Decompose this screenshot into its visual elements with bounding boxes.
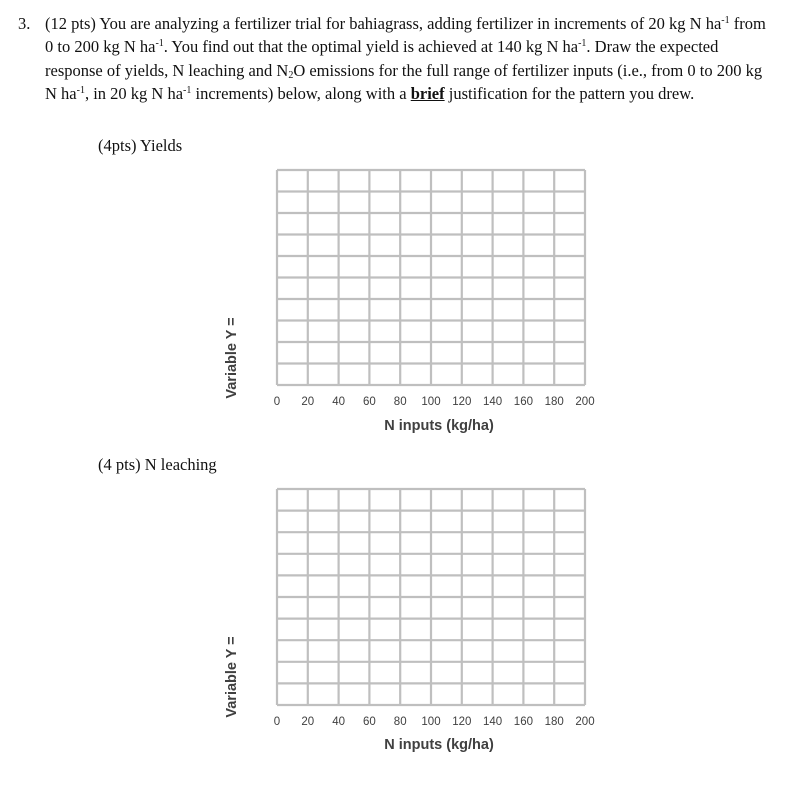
x-tick-label: 60 <box>363 716 376 728</box>
x-tick-label: 140 <box>483 716 503 728</box>
question-text-part: from 0 to 200 kg N ha <box>45 14 766 57</box>
x-tick-label: 180 <box>544 396 564 408</box>
x-tick-label: 80 <box>393 396 407 408</box>
x-tick-label: 200 <box>575 716 595 728</box>
x-tick-label: 20 <box>301 396 315 408</box>
section-label-yields: (4pts) Yields <box>98 136 183 155</box>
chart-2 <box>224 489 595 753</box>
question-text-part: You are analyzing a fertilizer trial for bahiagrass, adding fertilizer in increments of 20 kg N ha <box>99 14 722 33</box>
superscript: -1 <box>183 84 192 96</box>
y-axis-title: Variable Y = <box>224 317 240 399</box>
x-axis-title: N inputs (kg/ha) <box>384 418 494 434</box>
x-tick-label: 20 <box>301 716 315 728</box>
x-tick-label: 40 <box>332 716 345 728</box>
x-tick-label: 120 <box>452 716 472 728</box>
question-text-part: O emissions for the full range of fertilizer inputs (i.e., from 0 to 200 kg N ha <box>45 60 763 103</box>
y-axis-title: Variable Y = <box>224 636 240 718</box>
x-tick-label: 180 <box>544 716 564 728</box>
subscript: 2 <box>288 69 294 81</box>
question-points: (12 pts) <box>45 14 96 33</box>
x-tick-label: 200 <box>575 396 595 408</box>
question-text-part: , in 20 kg N ha <box>84 83 184 103</box>
x-tick-label: 100 <box>421 396 441 408</box>
superscript: -1 <box>578 38 587 50</box>
question-text-part: increments) below, along with a <box>191 83 411 103</box>
question-text-part: . Draw the expected response of yields, N leaching and N <box>45 37 719 80</box>
x-tick-label: 140 <box>483 396 503 408</box>
x-axis-title: N inputs (kg/ha) <box>384 737 494 753</box>
x-tick-label: 160 <box>513 396 533 408</box>
superscript: -1 <box>721 15 730 26</box>
question-text-part: justification for the pattern you drew. <box>444 83 695 103</box>
superscript: -1 <box>76 84 85 96</box>
x-tick-label: 40 <box>332 396 345 408</box>
x-tick-label: 0 <box>273 716 281 728</box>
x-tick-label: 80 <box>393 716 407 728</box>
section-label-n-leaching: (4 pts) N leaching <box>98 455 217 474</box>
question-number: 3. <box>18 14 31 33</box>
superscript: -1 <box>155 38 164 50</box>
x-tick-label: 100 <box>421 716 441 728</box>
x-tick-label: 120 <box>452 396 472 408</box>
x-tick-label: 160 <box>513 716 533 728</box>
question-text-part: . You find out that the optimal yield is achieved at 140 kg N ha <box>163 37 579 57</box>
brief-emphasis: brief <box>410 83 445 103</box>
x-tick-label: 60 <box>363 396 376 408</box>
chart-1 <box>224 170 595 434</box>
x-tick-label: 0 <box>273 396 281 408</box>
